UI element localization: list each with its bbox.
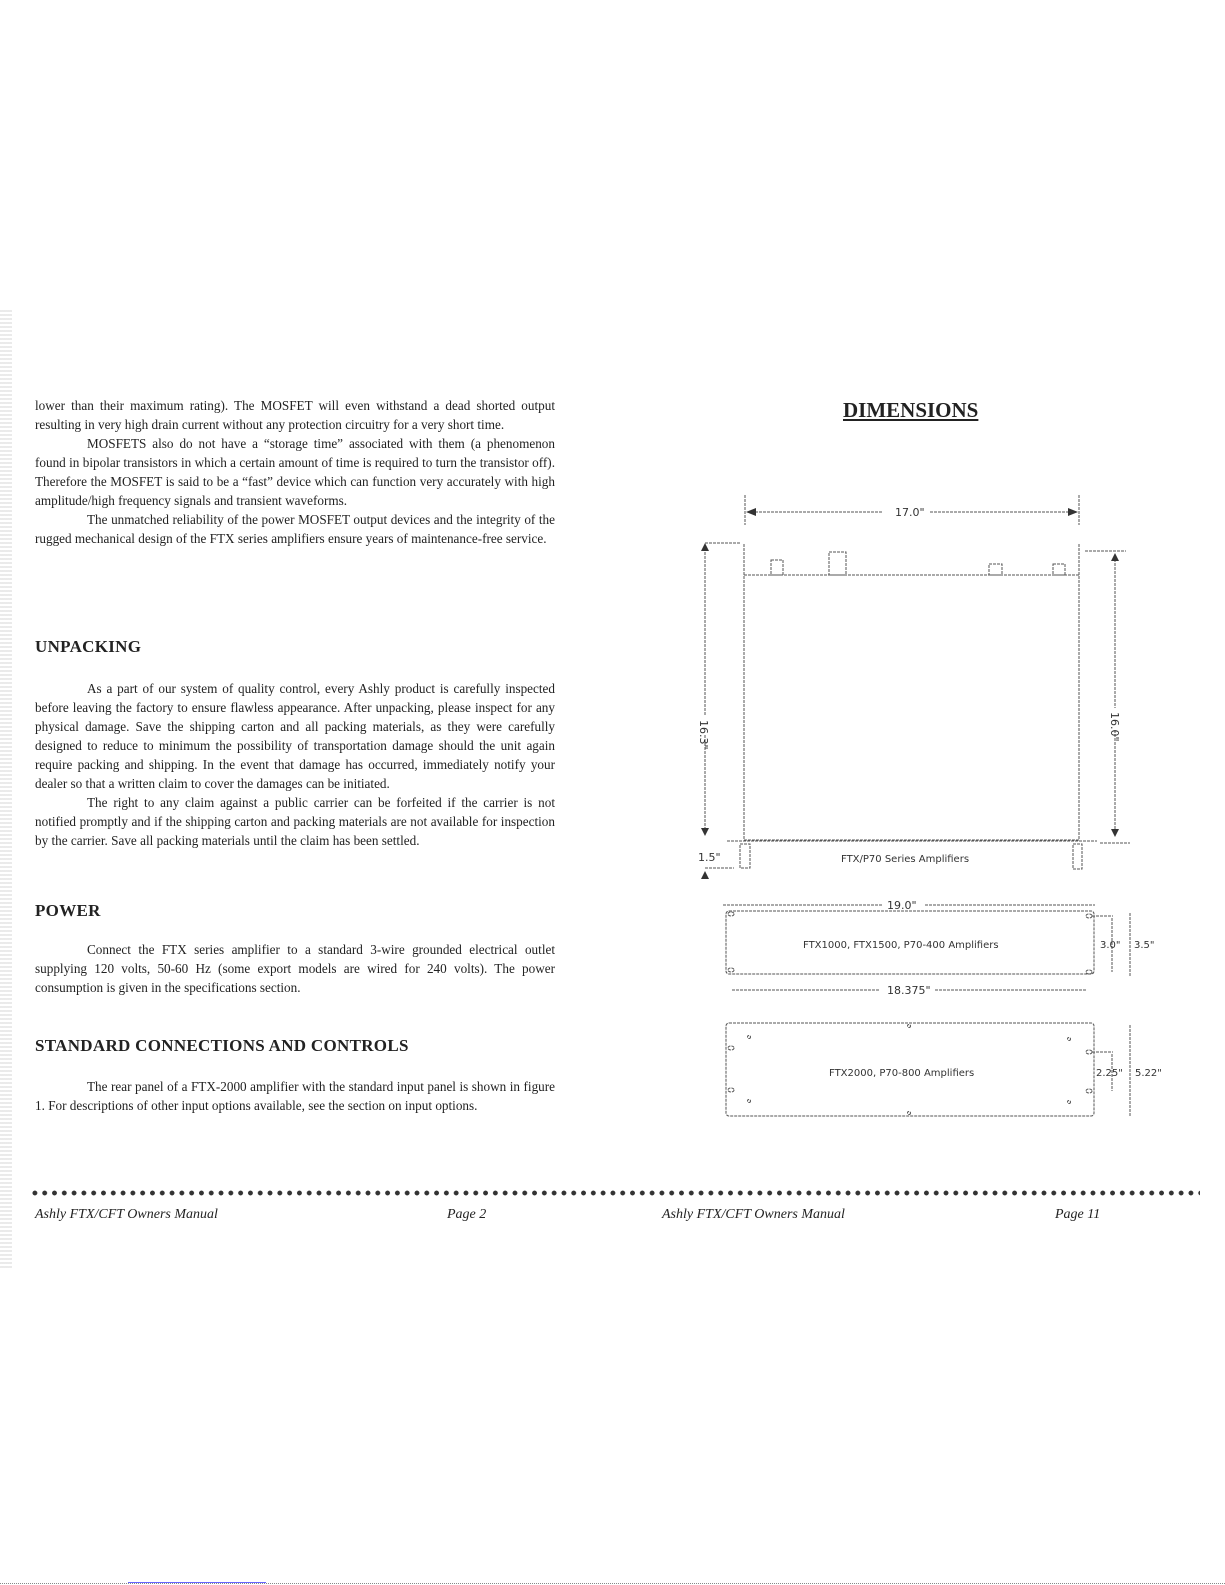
- width-dim-label: 17.0": [895, 506, 925, 519]
- paragraph: As a part of our system of quality control, every Ashly product is carefully inspected before leaving the factory to ensure flawless appearance. After unpacking, please inspect for any physical damage. Save the shipping carton and all packing materials, as they were carefully designed to reduce to minimum the possibility of transportation damage should the unit again require packing and shipping. In the event that damage has occurred, immediately notify your dealer so that a written claim to cover the damages can be initiated.: [35, 681, 555, 791]
- depth-right-label: 16.0": [1108, 712, 1121, 742]
- footer-page-left: Page 2: [447, 1207, 487, 1222]
- paragraph: lower than their maximum rating). The MOSFET will even withstand a dead shorted output resulting in very high drain current without any protection circuitry for a very short time.: [35, 398, 555, 432]
- heading-unpacking: UNPACKING: [35, 637, 142, 656]
- foot: [740, 844, 750, 868]
- heading-power: POWER: [35, 901, 101, 920]
- panel1-height-label: 3.5": [1134, 940, 1155, 951]
- foot-dim-label: 1.5": [698, 851, 721, 864]
- depth-left-label: 16.3": [697, 720, 710, 750]
- panel2-hole-spacing-label: 2.25": [1096, 1068, 1123, 1079]
- paragraph: The right to any claim against a public carrier can be forfeited if the carrier is not notified promptly and if the shipping carton and packing materials are not available for inspection by the carrier. Save all packing materials until the claim has been settled.: [35, 795, 555, 848]
- panel2-height-label: 5.22": [1135, 1068, 1162, 1079]
- footer-dot-rule: [30, 1188, 1200, 1198]
- amplifier-top-view: [744, 575, 1079, 840]
- heading-standard-connections: STANDARD CONNECTIONS AND CONTROLS: [35, 1036, 409, 1055]
- bottom-border: [0, 1583, 1225, 1584]
- paragraph: The unmatched reliability of the power MOSFET output devices and the integrity of the rugged mechanical design of the FTX series amplifiers ensure years of maintenance-free service.: [35, 512, 555, 546]
- footer-manual-left: Ashly FTX/CFT Owners Manual: [35, 1207, 218, 1222]
- connector: [1053, 564, 1065, 575]
- paragraph: MOSFETS also do not have a “storage time” associated with them (a phenomenon found in bipolar transistors in which a certain amount of time is required to turn the transistor off). Therefore the MOSFET is said to be a “fast” device which can function very accurately with high amplitude/high frequency signals and transient waveforms.: [35, 436, 555, 508]
- footer-manual-right: Ashly FTX/CFT Owners Manual: [662, 1207, 845, 1222]
- bottom-link-underline: [128, 1582, 266, 1583]
- connector: [989, 564, 1002, 575]
- panel1-label: FTX1000, FTX1500, P70-400 Amplifiers: [803, 940, 999, 951]
- footer-page-right: Page 11: [1055, 1207, 1101, 1222]
- connector: [771, 560, 783, 575]
- page-title: DIMENSIONS: [843, 398, 979, 422]
- panel1-hole-spacing-label: 3.0": [1100, 940, 1121, 951]
- panel2-label: FTX2000, P70-800 Amplifiers: [829, 1068, 975, 1079]
- foot: [1073, 844, 1082, 869]
- panel1-hole-width-label: 18.375": [887, 984, 931, 997]
- arrowheads: [701, 508, 1119, 879]
- connector: [829, 552, 846, 575]
- panel1-width-label: 19.0": [887, 899, 917, 912]
- paragraph: The rear panel of a FTX-2000 amplifier with the standard input panel is shown in figure 1. For descriptions of other input options available, see the section on input options.: [35, 1079, 555, 1113]
- top-view-label: FTX/P70 Series Amplifiers: [841, 854, 970, 865]
- paragraph: Connect the FTX series amplifier to a standard 3-wire grounded electrical outlet supplying 120 volts, 50-60 Hz (some export models are wired for 240 volts). The power consumption is given in the specifications section.: [35, 942, 555, 995]
